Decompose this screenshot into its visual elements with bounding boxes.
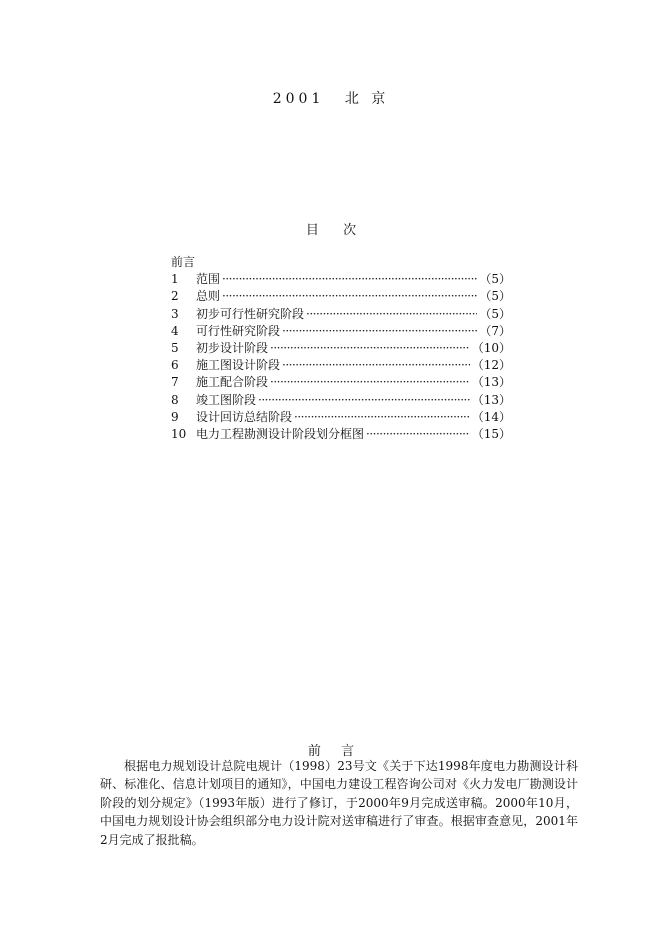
toc-entry-page: （13） [471, 375, 511, 390]
toc-entry-label: 初步可行性研究阶段 [196, 306, 305, 321]
toc-entry-label: 设计回访总结阶段 [196, 409, 293, 424]
toc-entry-page: （10） [471, 341, 511, 356]
toc-entry-page: （5） [479, 306, 511, 321]
toc-leader-dots [270, 374, 470, 391]
toc-entry-label: 可行性研究阶段 [196, 323, 281, 338]
cover-place: 北 京 [344, 91, 390, 107]
table-of-contents [171, 254, 511, 443]
toc-entry-label: 范围 [196, 272, 221, 287]
toc-title [0, 219, 662, 238]
toc-entry-label: 初步设计阶段 [196, 341, 269, 356]
toc-entry-number: 7 [171, 375, 179, 390]
toc-entry-number: 3 [171, 306, 179, 321]
toc-entries [171, 271, 511, 443]
toc-entry-number: 2 [171, 289, 179, 304]
toc-entry-page: （12） [471, 358, 511, 373]
toc-entry-page: （13） [471, 392, 511, 407]
toc-entry-number: 5 [171, 341, 179, 356]
toc-entry-label: 竣工图阶段 [196, 392, 257, 407]
preface-title-left: 前 [307, 744, 321, 759]
toc-entry-number: 1 [171, 272, 179, 287]
toc-entry[interactable] [171, 288, 511, 305]
toc-leader-dots [270, 340, 470, 357]
toc-entry-number: 9 [171, 409, 179, 424]
toc-title-left: 目 [305, 223, 319, 238]
toc-leader-dots [366, 426, 470, 443]
toc-entry[interactable] [171, 426, 511, 443]
toc-entry-label: 总则 [196, 289, 221, 304]
toc-entry-number: 4 [171, 323, 179, 338]
toc-entry-page: （5） [479, 289, 511, 304]
toc-entry-label: 施工图设计阶段 [196, 358, 281, 373]
toc-entry[interactable] [171, 392, 511, 409]
toc-entry-page: （15） [471, 427, 511, 442]
toc-leader-dots [282, 323, 477, 340]
toc-first-entry [171, 254, 511, 271]
toc-entry-page: （7） [479, 323, 511, 338]
toc-entry[interactable] [171, 340, 511, 357]
cover-date-place [0, 88, 662, 108]
toc-entry-page: （5） [479, 272, 511, 287]
toc-leader-dots [222, 271, 477, 288]
toc-entry-page: （14） [471, 409, 511, 424]
toc-entry-number: 6 [171, 358, 179, 373]
cover-year: 2001 [272, 91, 325, 107]
preface-body: 根据电力规划设计总院电规计（1998）23号文《关于下达1998年度电力勘测设计科研、标准化、信息计划项目的通知》，中国电力建设工程咨询公司对《火力发电厂勘测设计阶段的划分规定》（1993年版）进行了修订，于2000年9月完成送审稿。2000年10月，中国电力规划设计协会组织部分电力设计院对送审稿进行了审查。根据审查意见，2001年2月完成了报批稿。 [100, 759, 578, 847]
toc-leader-dots [258, 392, 470, 409]
toc-leader-dots [306, 306, 477, 323]
toc-entry[interactable] [171, 409, 511, 426]
toc-leader-dots [282, 357, 470, 374]
toc-entry[interactable] [171, 357, 511, 374]
toc-entry-label: 施工配合阶段 [196, 375, 269, 390]
toc-entry-number: 10 [171, 427, 187, 442]
toc-entry[interactable] [171, 271, 511, 288]
toc-first-label: 前言 [171, 255, 196, 269]
toc-entry[interactable] [171, 306, 511, 323]
toc-entry[interactable] [171, 323, 511, 340]
toc-entry[interactable] [171, 374, 511, 391]
toc-leader-dots [222, 288, 477, 305]
toc-entry-label: 电力工程勘测设计阶段划分框图 [196, 427, 365, 442]
toc-leader-dots [294, 409, 470, 426]
toc-title-right: 次 [343, 223, 357, 238]
toc-entry-number: 8 [171, 392, 179, 407]
preface-title-right: 言 [341, 744, 355, 759]
